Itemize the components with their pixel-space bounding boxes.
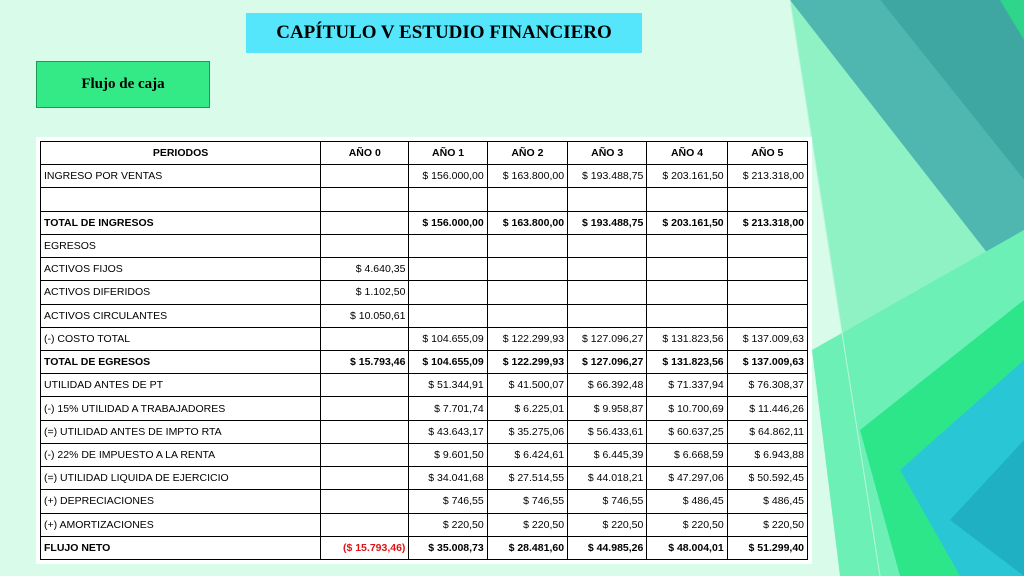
table-cell: $ 486,45	[727, 490, 807, 513]
table-cell: $ 34.041,68	[409, 467, 487, 490]
table-cell	[409, 304, 487, 327]
table-cell	[321, 327, 409, 350]
table-cell	[727, 234, 807, 257]
row-label: (+) DEPRECIACIONES	[41, 490, 321, 513]
column-header: AÑO 0	[321, 142, 409, 165]
column-header: AÑO 1	[409, 142, 487, 165]
table-cell: $ 746,55	[409, 490, 487, 513]
table-cell: $ 64.862,11	[727, 420, 807, 443]
table-cell	[487, 188, 567, 211]
table-cell	[568, 258, 647, 281]
table-cell: $ 44.985,26	[568, 536, 647, 559]
cash-flow-table-container	[36, 137, 812, 564]
table-cell: $ 220,50	[409, 513, 487, 536]
table-cell	[487, 258, 567, 281]
table-row	[41, 420, 808, 443]
table-cell: $ 48.004,01	[647, 536, 727, 559]
table-cell	[487, 304, 567, 327]
table-cell	[321, 165, 409, 188]
table-cell: $ 47.297,06	[647, 467, 727, 490]
table-cell	[647, 258, 727, 281]
table-cell	[321, 443, 409, 466]
table-cell: $ 44.018,21	[568, 467, 647, 490]
table-row	[41, 327, 808, 350]
table-cell: $ 122.299,93	[487, 350, 567, 373]
table-cell	[321, 188, 409, 211]
table-cell: $ 127.096,27	[568, 350, 647, 373]
table-cell	[727, 281, 807, 304]
table-cell	[321, 397, 409, 420]
table-cell: $ 220,50	[487, 513, 567, 536]
table-cell: $ 104.655,09	[409, 327, 487, 350]
table-cell	[568, 281, 647, 304]
table-cell: $ 122.299,93	[487, 327, 567, 350]
table-cell: $ 6.445,39	[568, 443, 647, 466]
table-cell	[409, 188, 487, 211]
row-label: (=) UTILIDAD LIQUIDA DE EJERCICIO	[41, 467, 321, 490]
row-label: TOTAL DE INGRESOS	[41, 211, 321, 234]
row-label: ACTIVOS CIRCULANTES	[41, 304, 321, 327]
cash-flow-table	[40, 141, 808, 560]
table-cell: $ 76.308,37	[727, 374, 807, 397]
table-cell: $ 51.299,40	[727, 536, 807, 559]
section-subtitle: Flujo de caja	[36, 61, 210, 108]
table-cell: $ 4.640,35	[321, 258, 409, 281]
column-header: AÑO 4	[647, 142, 727, 165]
table-cell: $ 50.592,45	[727, 467, 807, 490]
table-cell: $ 203.161,50	[647, 165, 727, 188]
table-cell	[321, 513, 409, 536]
table-cell: $ 6.225,01	[487, 397, 567, 420]
table-cell	[321, 211, 409, 234]
table-cell	[321, 374, 409, 397]
table-cell: $ 1.102,50	[321, 281, 409, 304]
column-header: AÑO 5	[727, 142, 807, 165]
table-row	[41, 397, 808, 420]
table-cell: $ 213.318,00	[727, 211, 807, 234]
table-cell: $ 41.500,07	[487, 374, 567, 397]
table-cell	[727, 258, 807, 281]
table-cell	[321, 467, 409, 490]
table-cell	[727, 188, 807, 211]
table-row	[41, 165, 808, 188]
table-cell: $ 203.161,50	[647, 211, 727, 234]
table-cell: $ 163.800,00	[487, 165, 567, 188]
table-cell: $ 56.433,61	[568, 420, 647, 443]
table-cell	[321, 490, 409, 513]
table-cell: $ 51.344,91	[409, 374, 487, 397]
table-cell	[727, 304, 807, 327]
table-cell: $ 131.823,56	[647, 327, 727, 350]
table-cell: $ 127.096,27	[568, 327, 647, 350]
table-cell	[568, 234, 647, 257]
table-cell: $ 104.655,09	[409, 350, 487, 373]
table-cell: $ 28.481,60	[487, 536, 567, 559]
table-cell	[409, 258, 487, 281]
table-row	[41, 374, 808, 397]
table-cell: $ 131.823,56	[647, 350, 727, 373]
table-cell: $ 213.318,00	[727, 165, 807, 188]
table-cell: $ 193.488,75	[568, 211, 647, 234]
table-cell: $ 15.793,46	[321, 350, 409, 373]
table-cell: $ 27.514,55	[487, 467, 567, 490]
table-row	[41, 467, 808, 490]
table-cell	[647, 281, 727, 304]
table-cell: $ 163.800,00	[487, 211, 567, 234]
table-cell: $ 7.701,74	[409, 397, 487, 420]
table-row	[41, 188, 808, 211]
table-cell: $ 10.700,69	[647, 397, 727, 420]
column-header: PERIODOS	[41, 142, 321, 165]
row-label: UTILIDAD ANTES DE PT	[41, 374, 321, 397]
table-cell	[568, 304, 647, 327]
table-row	[41, 350, 808, 373]
table-cell: $ 71.337,94	[647, 374, 727, 397]
table-cell: $ 6.668,59	[647, 443, 727, 466]
table-cell: $ 10.050,61	[321, 304, 409, 327]
table-cell: $ 156.000,00	[409, 211, 487, 234]
column-header: AÑO 2	[487, 142, 567, 165]
table-row	[41, 513, 808, 536]
table-cell	[321, 420, 409, 443]
table-cell: $ 193.488,75	[568, 165, 647, 188]
row-label: (=) UTILIDAD ANTES DE IMPTO RTA	[41, 420, 321, 443]
slide-title: CAPÍTULO V ESTUDIO FINANCIERO	[246, 13, 642, 53]
row-label: ACTIVOS FIJOS	[41, 258, 321, 281]
table-row	[41, 536, 808, 559]
table-cell	[647, 304, 727, 327]
column-header: AÑO 3	[568, 142, 647, 165]
table-header-row	[41, 142, 808, 165]
table-cell: $ 35.008,73	[409, 536, 487, 559]
table-row	[41, 211, 808, 234]
table-cell: $ 35.275,06	[487, 420, 567, 443]
table-cell: $ 43.643,17	[409, 420, 487, 443]
table-cell: $ 9.958,87	[568, 397, 647, 420]
table-cell	[647, 234, 727, 257]
row-label: TOTAL DE EGRESOS	[41, 350, 321, 373]
table-cell: ($ 15.793,46)	[321, 536, 409, 559]
row-label: (-) 15% UTILIDAD A TRABAJADORES	[41, 397, 321, 420]
row-label: (-) 22% DE IMPUESTO A LA RENTA	[41, 443, 321, 466]
table-cell: $ 9.601,50	[409, 443, 487, 466]
table-cell	[321, 234, 409, 257]
table-cell: $ 137.009,63	[727, 350, 807, 373]
row-label: FLUJO NETO	[41, 536, 321, 559]
row-label	[41, 188, 321, 211]
table-row	[41, 304, 808, 327]
table-cell: $ 220,50	[568, 513, 647, 536]
table-cell	[647, 188, 727, 211]
table-cell: $ 220,50	[647, 513, 727, 536]
table-cell: $ 746,55	[568, 490, 647, 513]
table-cell: $ 486,45	[647, 490, 727, 513]
table-cell: $ 11.446,26	[727, 397, 807, 420]
table-cell: $ 137.009,63	[727, 327, 807, 350]
table-cell: $ 746,55	[487, 490, 567, 513]
row-label: (+) AMORTIZACIONES	[41, 513, 321, 536]
table-cell: $ 220,50	[727, 513, 807, 536]
table-cell	[487, 281, 567, 304]
table-cell: $ 60.637,25	[647, 420, 727, 443]
table-row	[41, 234, 808, 257]
row-label: (-) COSTO TOTAL	[41, 327, 321, 350]
table-cell: $ 66.392,48	[568, 374, 647, 397]
table-cell	[568, 188, 647, 211]
table-row	[41, 443, 808, 466]
table-cell: $ 6.943,88	[727, 443, 807, 466]
row-label: EGRESOS	[41, 234, 321, 257]
row-label: INGRESO POR VENTAS	[41, 165, 321, 188]
table-cell	[409, 234, 487, 257]
row-label: ACTIVOS DIFERIDOS	[41, 281, 321, 304]
table-cell	[409, 281, 487, 304]
table-row	[41, 490, 808, 513]
table-row	[41, 281, 808, 304]
table-row	[41, 258, 808, 281]
table-cell	[487, 234, 567, 257]
table-cell: $ 6.424,61	[487, 443, 567, 466]
table-cell: $ 156.000,00	[409, 165, 487, 188]
